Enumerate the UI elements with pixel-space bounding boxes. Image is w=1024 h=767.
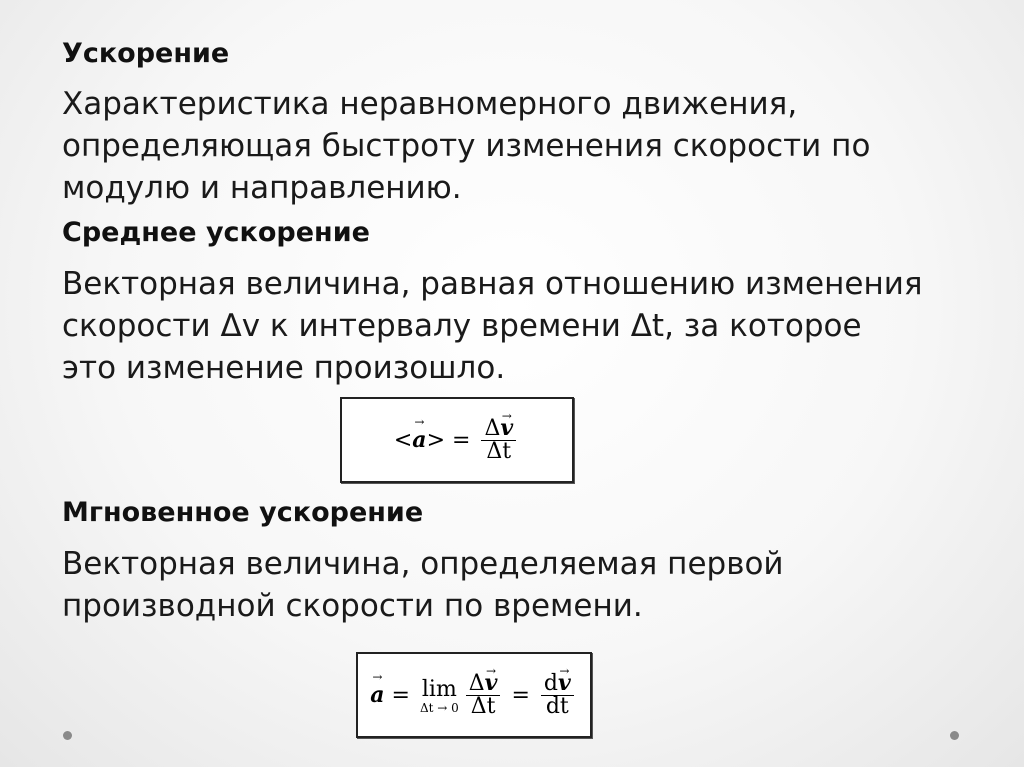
paragraph-acceleration-definition <box>62 83 982 209</box>
text-line: это изменение произошло. <box>62 350 506 386</box>
decorative-dot-left <box>63 731 72 740</box>
formula-lhs: <→ a> <box>394 427 445 453</box>
equals-sign: = <box>511 682 530 708</box>
formula-lhs: → a <box>370 682 384 708</box>
formula-instant-acceleration <box>356 652 592 738</box>
paragraph-average-acceleration <box>62 263 982 389</box>
equals-sign: = <box>452 427 471 453</box>
text-line: скорости Δv к интервалу времени Δt, за которое <box>62 308 862 344</box>
heading-average-acceleration: Среднее ускорение <box>62 217 370 248</box>
heading-instant-acceleration: Мгновенное ускорение <box>62 497 424 528</box>
decorative-dot-right <box>950 731 959 740</box>
equals-sign: = <box>391 682 410 708</box>
formula-average-acceleration <box>340 397 574 483</box>
text-line: модулю и направлению. <box>62 170 462 206</box>
heading-acceleration: Ускорение <box>62 38 230 69</box>
text-line: определяющая быстроту изменения скорости по <box>62 128 871 164</box>
text-line: Характеристика неравномерного движения, <box>62 86 798 122</box>
text-line: производной скорости по времени. <box>62 588 643 624</box>
fraction: $\frac{\Delta\to v}{\Delta t}$ <box>481 418 516 462</box>
text-line: Векторная величина, равная отношению изменения <box>62 266 923 302</box>
limit: lim Δt → 0 <box>419 676 459 715</box>
text-line: Векторная величина, определяемая первой <box>62 546 784 582</box>
fraction: $\frac{\Delta\to v}{\Delta t}$ <box>466 673 501 717</box>
derivative-fraction: $\frac{d\to v}{dt}$ <box>541 673 574 717</box>
paragraph-instant-acceleration <box>62 543 982 627</box>
